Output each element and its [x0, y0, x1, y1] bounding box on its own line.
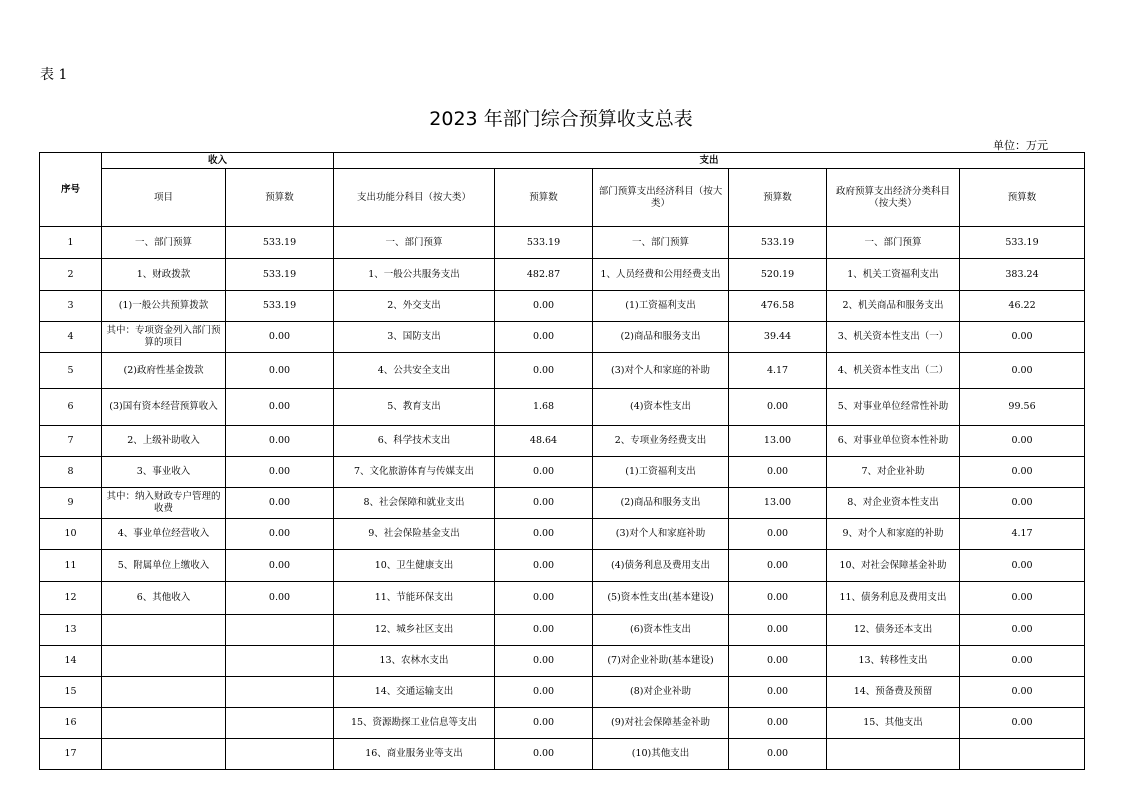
- dept-item-cell: (6)资本性支出: [593, 615, 729, 646]
- row-seq-cell: 12: [40, 582, 102, 615]
- income-item-cell: 6、其他收入: [102, 582, 226, 615]
- header-gov-item: 政府预算支出经济分类科目（按大类）: [827, 169, 960, 227]
- income-item-cell: 其中：纳入财政专户管理的收费: [102, 488, 226, 519]
- func-item-cell: 1、一般公共服务支出: [334, 259, 495, 291]
- table-row: [40, 615, 1085, 646]
- header-gov-budget: 预算数: [960, 169, 1085, 227]
- dept-amount-cell: 13.00: [729, 488, 827, 519]
- gov-amount-cell: 0.00: [960, 646, 1085, 677]
- table-row: [40, 739, 1085, 770]
- income-amount-cell: 533.19: [226, 291, 334, 322]
- dept-amount-cell: 533.19: [729, 227, 827, 259]
- gov-item-cell: 3、机关资本性支出（一）: [827, 322, 960, 353]
- dept-item-cell: 1、人员经费和公用经费支出: [593, 259, 729, 291]
- header-row-1: [40, 153, 1085, 169]
- func-item-cell: 8、社会保障和就业支出: [334, 488, 495, 519]
- gov-item-cell: 1、机关工资福利支出: [827, 259, 960, 291]
- func-item-cell: 14、交通运输支出: [334, 677, 495, 708]
- gov-amount-cell: 0.00: [960, 708, 1085, 739]
- dept-amount-cell: 0.00: [729, 582, 827, 615]
- income-item-cell: [102, 677, 226, 708]
- income-item-cell: 其中：专项资金列入部门预算的项目: [102, 322, 226, 353]
- table-row: [40, 488, 1085, 519]
- func-amount-cell: 0.00: [495, 519, 593, 550]
- row-seq-cell: 5: [40, 353, 102, 389]
- dept-item-cell: (1)工资福利支出: [593, 457, 729, 488]
- dept-item-cell: (9)对社会保障基金补助: [593, 708, 729, 739]
- func-amount-cell: 0.00: [495, 708, 593, 739]
- dept-amount-cell: 4.17: [729, 353, 827, 389]
- dept-item-cell: (7)对企业补助(基本建设): [593, 646, 729, 677]
- dept-item-cell: (2)商品和服务支出: [593, 322, 729, 353]
- dept-amount-cell: 520.19: [729, 259, 827, 291]
- gov-item-cell: 8、对企业资本性支出: [827, 488, 960, 519]
- gov-item-cell: 9、对个人和家庭的补助: [827, 519, 960, 550]
- dept-amount-cell: 0.00: [729, 739, 827, 770]
- gov-item-cell: 2、机关商品和服务支出: [827, 291, 960, 322]
- income-item-cell: (2)政府性基金拨款: [102, 353, 226, 389]
- gov-amount-cell: 383.24: [960, 259, 1085, 291]
- dept-item-cell: (5)资本性支出(基本建设): [593, 582, 729, 615]
- gov-item-cell: 6、对事业单位资本性补助: [827, 426, 960, 457]
- func-item-cell: 13、农林水支出: [334, 646, 495, 677]
- func-item-cell: 15、资源勘探工业信息等支出: [334, 708, 495, 739]
- table-row: [40, 291, 1085, 322]
- gov-amount-cell: 0.00: [960, 615, 1085, 646]
- table-row: [40, 550, 1085, 582]
- table-row: [40, 322, 1085, 353]
- dept-amount-cell: 0.00: [729, 677, 827, 708]
- header-income: 收入: [102, 153, 334, 169]
- row-seq-cell: 13: [40, 615, 102, 646]
- func-item-cell: 3、国防支出: [334, 322, 495, 353]
- table-row: [40, 708, 1085, 739]
- dept-amount-cell: 0.00: [729, 457, 827, 488]
- func-item-cell: 4、公共安全支出: [334, 353, 495, 389]
- income-item-cell: (3)国有资本经营预算收入: [102, 389, 226, 426]
- unit-label: 单位：万元: [993, 139, 1048, 152]
- func-item-cell: 一、部门预算: [334, 227, 495, 259]
- header-seq: 序号: [40, 153, 102, 227]
- header-expense: 支出: [334, 153, 1085, 169]
- dept-amount-cell: 0.00: [729, 550, 827, 582]
- row-seq-cell: 14: [40, 646, 102, 677]
- func-amount-cell: 0.00: [495, 582, 593, 615]
- table-row: [40, 353, 1085, 389]
- income-item-cell: [102, 615, 226, 646]
- income-amount-cell: 0.00: [226, 582, 334, 615]
- page-title: 2023 年部门综合预算收支总表: [429, 108, 693, 130]
- func-item-cell: 6、科学技术支出: [334, 426, 495, 457]
- gov-item-cell: 15、其他支出: [827, 708, 960, 739]
- func-item-cell: 7、文化旅游体育与传媒支出: [334, 457, 495, 488]
- income-amount-cell: 0.00: [226, 488, 334, 519]
- dept-item-cell: (10)其他支出: [593, 739, 729, 770]
- dept-item-cell: (3)对个人和家庭补助: [593, 519, 729, 550]
- func-amount-cell: 482.87: [495, 259, 593, 291]
- func-item-cell: 5、教育支出: [334, 389, 495, 426]
- row-seq-cell: 1: [40, 227, 102, 259]
- func-amount-cell: 0.00: [495, 646, 593, 677]
- row-seq-cell: 17: [40, 739, 102, 770]
- dept-item-cell: (4)债务利息及费用支出: [593, 550, 729, 582]
- row-seq-cell: 3: [40, 291, 102, 322]
- table-row: [40, 426, 1085, 457]
- func-amount-cell: 0.00: [495, 291, 593, 322]
- header-func-item: 支出功能分科目（按大类）: [334, 169, 495, 227]
- gov-amount-cell: 46.22: [960, 291, 1085, 322]
- dept-amount-cell: 0.00: [729, 519, 827, 550]
- row-seq-cell: 2: [40, 259, 102, 291]
- table-row: [40, 519, 1085, 550]
- table-row: [40, 389, 1085, 426]
- func-amount-cell: 0.00: [495, 353, 593, 389]
- row-seq-cell: 11: [40, 550, 102, 582]
- func-amount-cell: 0.00: [495, 457, 593, 488]
- income-item-cell: 5、附属单位上缴收入: [102, 550, 226, 582]
- func-amount-cell: 0.00: [495, 488, 593, 519]
- income-amount-cell: 0.00: [226, 389, 334, 426]
- func-amount-cell: 0.00: [495, 677, 593, 708]
- income-amount-cell: 0.00: [226, 519, 334, 550]
- income-item-cell: 1、财政拨款: [102, 259, 226, 291]
- income-amount-cell: 0.00: [226, 322, 334, 353]
- gov-amount-cell: 4.17: [960, 519, 1085, 550]
- income-amount-cell: 0.00: [226, 550, 334, 582]
- income-item-cell: 3、事业收入: [102, 457, 226, 488]
- budget-table: [39, 152, 1085, 770]
- gov-item-cell: [827, 739, 960, 770]
- gov-item-cell: 4、机关资本性支出（二）: [827, 353, 960, 389]
- header-dept-item: 部门预算支出经济科目（按大类）: [593, 169, 729, 227]
- income-item-cell: 2、上级补助收入: [102, 426, 226, 457]
- func-amount-cell: 1.68: [495, 389, 593, 426]
- row-seq-cell: 10: [40, 519, 102, 550]
- table-label: 表 1: [40, 67, 68, 83]
- gov-item-cell: 7、对企业补助: [827, 457, 960, 488]
- row-seq-cell: 8: [40, 457, 102, 488]
- income-item-cell: [102, 708, 226, 739]
- table-row: [40, 259, 1085, 291]
- income-amount-cell: 0.00: [226, 426, 334, 457]
- header-row-2: [40, 169, 1085, 227]
- dept-item-cell: (3)对个人和家庭的补助: [593, 353, 729, 389]
- income-amount-cell: [226, 646, 334, 677]
- gov-amount-cell: 0.00: [960, 677, 1085, 708]
- func-item-cell: 12、城乡社区支出: [334, 615, 495, 646]
- table-row: [40, 677, 1085, 708]
- gov-amount-cell: 0.00: [960, 457, 1085, 488]
- dept-item-cell: 一、部门预算: [593, 227, 729, 259]
- header-income-budget: 预算数: [226, 169, 334, 227]
- income-item-cell: [102, 739, 226, 770]
- dept-amount-cell: 0.00: [729, 615, 827, 646]
- dept-item-cell: (4)资本性支出: [593, 389, 729, 426]
- func-item-cell: 11、节能环保支出: [334, 582, 495, 615]
- gov-item-cell: 10、对社会保障基金补助: [827, 550, 960, 582]
- dept-amount-cell: 476.58: [729, 291, 827, 322]
- func-item-cell: 10、卫生健康支出: [334, 550, 495, 582]
- dept-amount-cell: 0.00: [729, 708, 827, 739]
- func-item-cell: 9、社会保险基金支出: [334, 519, 495, 550]
- table-row: [40, 227, 1085, 259]
- dept-amount-cell: 39.44: [729, 322, 827, 353]
- income-amount-cell: 533.19: [226, 259, 334, 291]
- func-item-cell: 2、外交支出: [334, 291, 495, 322]
- table-row: [40, 646, 1085, 677]
- header-dept-budget: 预算数: [729, 169, 827, 227]
- dept-item-cell: 2、专项业务经费支出: [593, 426, 729, 457]
- gov-item-cell: 11、债务利息及费用支出: [827, 582, 960, 615]
- income-amount-cell: [226, 677, 334, 708]
- income-amount-cell: [226, 708, 334, 739]
- gov-amount-cell: 0.00: [960, 582, 1085, 615]
- income-amount-cell: 0.00: [226, 457, 334, 488]
- dept-amount-cell: 0.00: [729, 389, 827, 426]
- row-seq-cell: 6: [40, 389, 102, 426]
- row-seq-cell: 16: [40, 708, 102, 739]
- gov-amount-cell: 0.00: [960, 322, 1085, 353]
- dept-item-cell: (8)对企业补助: [593, 677, 729, 708]
- table-body: [40, 227, 1085, 770]
- gov-amount-cell: 0.00: [960, 488, 1085, 519]
- gov-amount-cell: 0.00: [960, 353, 1085, 389]
- gov-amount-cell: 0.00: [960, 550, 1085, 582]
- income-amount-cell: 533.19: [226, 227, 334, 259]
- income-amount-cell: [226, 739, 334, 770]
- func-amount-cell: 48.64: [495, 426, 593, 457]
- func-amount-cell: 0.00: [495, 550, 593, 582]
- gov-item-cell: 5、对事业单位经常性补助: [827, 389, 960, 426]
- gov-amount-cell: 0.00: [960, 426, 1085, 457]
- dept-amount-cell: 13.00: [729, 426, 827, 457]
- gov-item-cell: 一、部门预算: [827, 227, 960, 259]
- row-seq-cell: 4: [40, 322, 102, 353]
- func-amount-cell: 0.00: [495, 739, 593, 770]
- func-item-cell: 16、商业服务业等支出: [334, 739, 495, 770]
- header-income-item: 项目: [102, 169, 226, 227]
- income-amount-cell: 0.00: [226, 353, 334, 389]
- row-seq-cell: 15: [40, 677, 102, 708]
- gov-amount-cell: 99.56: [960, 389, 1085, 426]
- table-row: [40, 582, 1085, 615]
- func-amount-cell: 0.00: [495, 322, 593, 353]
- income-item-cell: 4、事业单位经营收入: [102, 519, 226, 550]
- table-row: [40, 457, 1085, 488]
- header-func-budget: 预算数: [495, 169, 593, 227]
- income-item-cell: [102, 646, 226, 677]
- gov-item-cell: 13、转移性支出: [827, 646, 960, 677]
- row-seq-cell: 7: [40, 426, 102, 457]
- income-item-cell: (1)一般公共预算拨款: [102, 291, 226, 322]
- gov-amount-cell: [960, 739, 1085, 770]
- income-item-cell: 一、部门预算: [102, 227, 226, 259]
- func-amount-cell: 0.00: [495, 615, 593, 646]
- gov-item-cell: 14、预备费及预留: [827, 677, 960, 708]
- gov-amount-cell: 533.19: [960, 227, 1085, 259]
- dept-item-cell: (2)商品和服务支出: [593, 488, 729, 519]
- dept-amount-cell: 0.00: [729, 646, 827, 677]
- dept-item-cell: (1)工资福利支出: [593, 291, 729, 322]
- row-seq-cell: 9: [40, 488, 102, 519]
- gov-item-cell: 12、债务还本支出: [827, 615, 960, 646]
- income-amount-cell: [226, 615, 334, 646]
- func-amount-cell: 533.19: [495, 227, 593, 259]
